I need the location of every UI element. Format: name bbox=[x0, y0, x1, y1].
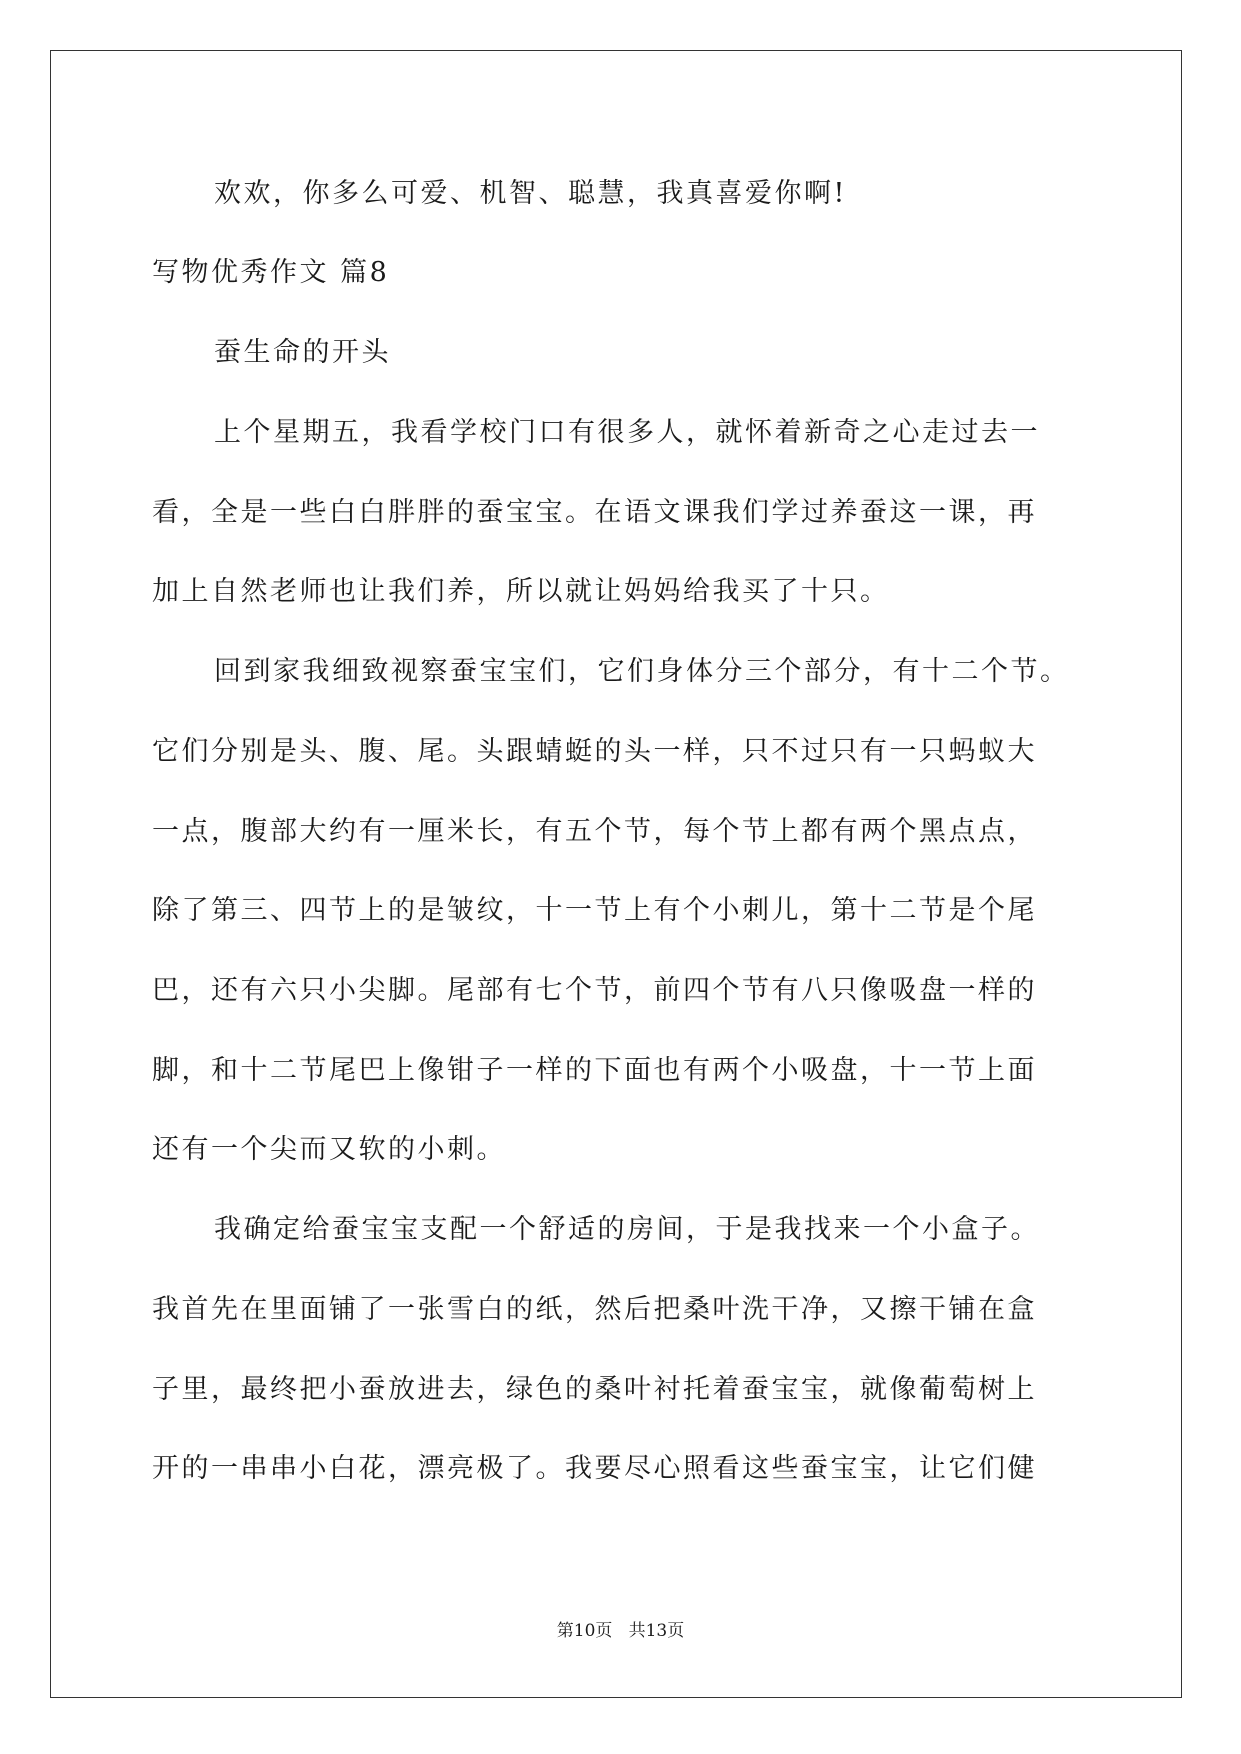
paragraph-line: 上个星期五，我看学校门口有很多人，就怀着新奇之心走过去一 bbox=[214, 417, 1040, 448]
paragraph-line: 脚，和十二节尾巴上像钳子一样的下面也有两个小吸盘，十一节上面 bbox=[152, 1055, 1037, 1086]
paragraph-line: 加上自然老师也让我们养，所以就让妈妈给我买了十只。 bbox=[152, 576, 890, 607]
paragraph-line: 子里，最终把小蚕放进去，绿色的桑叶衬托着蚕宝宝，就像葡萄树上 bbox=[152, 1374, 1037, 1405]
paragraph-line: 巴，还有六只小尖脚。尾部有七个节，前四个节有八只像吸盘一样的 bbox=[152, 975, 1037, 1006]
paragraph-line: 欢欢，你多么可爱、机智、聪慧，我真喜爱你啊! bbox=[214, 178, 847, 209]
paragraph-line: 一点，腹部大约有一厘米长，有五个节，每个节上都有两个黑点点， bbox=[152, 816, 1037, 847]
page-number: 第10页 bbox=[556, 1621, 613, 1641]
paragraph-line: 除了第三、四节上的是皱纹，十一节上有个小刺儿，第十二节是个尾 bbox=[152, 895, 1037, 926]
paragraph-line: 它们分别是头、腹、尾。头跟蜻蜓的头一样，只不过只有一只蚂蚁大 bbox=[152, 736, 1037, 767]
paragraph-line: 还有一个尖而又软的小刺。 bbox=[152, 1134, 506, 1165]
page-total: 共13页 bbox=[628, 1621, 685, 1641]
page-footer bbox=[0, 1620, 1241, 1642]
article-title: 蚕生命的开头 bbox=[214, 337, 391, 368]
paragraph-line: 我首先在里面铺了一张雪白的纸，然后把桑叶洗干净，又擦干铺在盒 bbox=[152, 1294, 1037, 1325]
section-heading: 写物优秀作文 篇8 bbox=[152, 257, 390, 288]
paragraph-line: 看，全是一些白白胖胖的蚕宝宝。在语文课我们学过养蚕这一课，再 bbox=[152, 497, 1037, 528]
paragraph-line: 我确定给蚕宝宝支配一个舒适的房间，于是我找来一个小盒子。 bbox=[214, 1214, 1040, 1245]
paragraph-line: 开的一串串小白花，漂亮极了。我要尽心照看这些蚕宝宝，让它们健 bbox=[152, 1453, 1037, 1484]
page-border bbox=[50, 50, 1182, 1698]
paragraph-line: 回到家我细致视察蚕宝宝们，它们身体分三个部分，有十二个节。 bbox=[214, 656, 1070, 687]
